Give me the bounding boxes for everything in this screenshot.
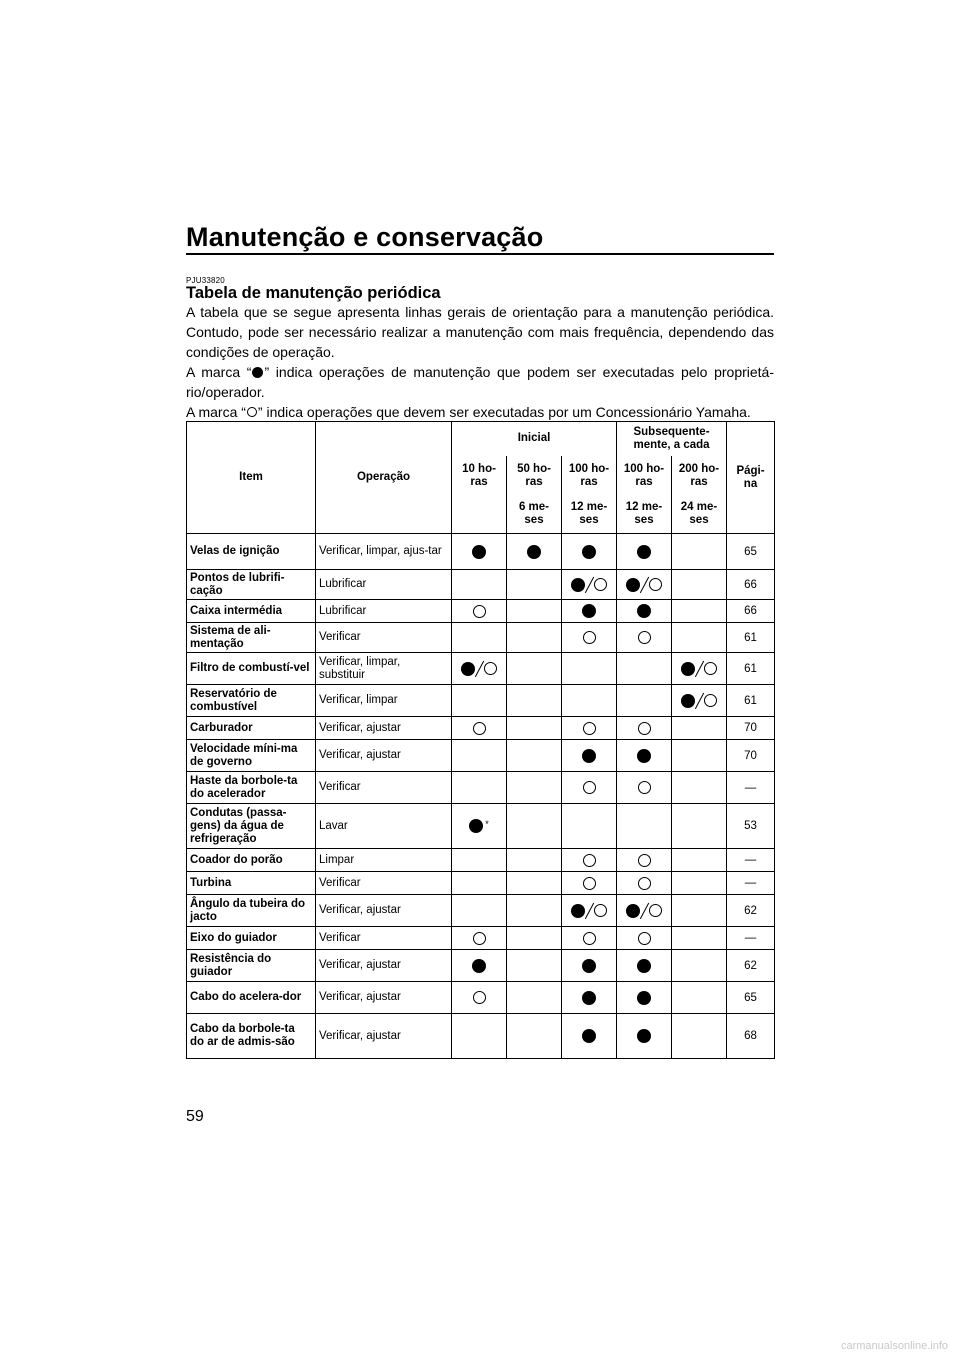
header-200h: 200 ho-ras [672,456,727,496]
interval-cell [562,982,617,1014]
interval-cell [452,982,507,1014]
interval-cell [672,849,727,872]
interval-cell [452,685,507,717]
row-item: Velocidade míni-ma de governo [187,740,316,772]
interval-cell [507,849,562,872]
interval-cell [617,1014,672,1059]
filled-dot-icon [681,694,695,708]
open-circle-icon [484,662,497,675]
interval-cell [672,570,727,600]
open-circle-icon [638,722,651,735]
filled-dot-icon [571,904,585,918]
header-100h-initial: 100 ho-ras [562,456,617,496]
row-item: Filtro de combustí-vel [187,653,316,685]
open-circle-icon [473,932,486,945]
row-operation: Verificar [316,623,452,653]
row-operation: Verificar, ajustar [316,740,452,772]
slash-icon [585,576,594,592]
interval-cell [672,534,727,570]
header-12-months-subsequent: 12 me-ses [617,496,672,534]
interval-cell [507,600,562,623]
interval-cell [672,772,727,804]
open-circle-icon [473,722,486,735]
row-operation: Verificar [316,927,452,950]
interval-cell [507,717,562,740]
filled-dot-icon [582,991,596,1005]
row-item: Turbina [187,872,316,895]
filled-dot-icon [472,959,486,973]
header-subsequent: Subsequente-mente, a cada [617,422,727,456]
interval-cell [672,927,727,950]
interval-cell [452,1014,507,1059]
intro-3-before: A marca “ [186,404,246,420]
table-row [187,772,775,804]
row-operation: Verificar, ajustar [316,895,452,927]
table-row [187,849,775,872]
interval-cell [672,872,727,895]
slash-icon [585,902,594,918]
interval-cell [562,570,617,600]
filled-dot-icon [472,545,486,559]
open-circle-icon [583,854,596,867]
filled-dot-icon [637,749,651,763]
asterisk-icon: * [485,819,489,829]
interval-cell [562,740,617,772]
filled-dot-icon [637,959,651,973]
interval-cell [672,600,727,623]
row-page: 61 [727,685,775,717]
row-operation: Lubrificar [316,600,452,623]
interval-cell [507,927,562,950]
title-rule [186,253,774,255]
intro-2-before: A marca “ [186,364,252,380]
filled-dot-icon [637,991,651,1005]
row-page: 62 [727,950,775,982]
row-page: 65 [727,534,775,570]
row-item: Reservatório de combustível [187,685,316,717]
table-row [187,982,775,1014]
open-circle-icon [638,631,651,644]
interval-cell [452,534,507,570]
interval-cell [452,849,507,872]
slash-icon [475,660,484,676]
section-title: Tabela de manutenção periódica [186,284,441,302]
watermark: carmanualsonline.info [840,1340,948,1352]
intro-text [186,302,774,422]
interval-cell [452,950,507,982]
interval-cell [507,872,562,895]
header-50h: 50 ho-ras [507,456,562,496]
interval-cell [562,772,617,804]
table-row [187,534,775,570]
header-item: Item [187,422,316,534]
interval-cell [562,623,617,653]
intro-paragraph-3 [186,402,774,422]
interval-cell [672,740,727,772]
interval-cell [452,895,507,927]
page-number: 59 [186,1108,204,1125]
interval-cell [672,653,727,685]
open-circle-icon [473,605,486,618]
page-title: Manutenção e conservação [186,222,544,252]
open-circle-icon [638,877,651,890]
table-row [187,570,775,600]
interval-cell [452,927,507,950]
table-row [187,950,775,982]
interval-cell [617,950,672,982]
table-row [187,872,775,895]
interval-cell [672,717,727,740]
interval-cell [562,950,617,982]
filled-dot-icon [637,545,651,559]
row-page: 70 [727,740,775,772]
interval-cell [562,1014,617,1059]
interval-cell [617,685,672,717]
interval-cell [617,623,672,653]
filled-dot-icon [527,545,541,559]
row-operation: Verificar [316,872,452,895]
open-circle-icon [649,578,662,591]
filled-dot-icon [469,819,483,833]
table-row [187,1014,775,1059]
row-page: 68 [727,1014,775,1059]
table-row [187,804,775,849]
interval-cell [617,849,672,872]
filled-dot-icon [681,662,695,676]
header-6-months: 6 me-ses [507,496,562,534]
interval-cell [617,804,672,849]
row-operation: Verificar, limpar, substituir [316,653,452,685]
doc-code: PJU33820 [186,276,225,285]
row-page: 70 [727,717,775,740]
row-page: — [727,849,775,872]
row-operation: Verificar, ajustar [316,950,452,982]
open-circle-icon [704,694,717,707]
row-item: Coador do porão [187,849,316,872]
interval-cell [452,740,507,772]
row-item: Condutas (passa-gens) da água de refrigeração [187,804,316,849]
row-item: Pontos de lubrifi-cação [187,570,316,600]
interval-cell [507,534,562,570]
header-initial: Inicial [452,422,617,456]
maintenance-table-body [187,534,775,1059]
interval-cell [617,772,672,804]
interval-cell [562,653,617,685]
table-row [187,653,775,685]
filled-dot-icon [582,1029,596,1043]
interval-cell [562,717,617,740]
interval-cell [617,740,672,772]
row-operation: Lavar [316,804,452,849]
intro-paragraph-1: A tabela que se segue apresenta linhas gerais de orientação para a manutenção periódica. Contudo, pode ser necessário realizar a manutenção com mais frequência, dependendo das condições de operação. [186,304,774,360]
interval-cell [672,685,727,717]
row-item: Sistema de ali-mentação [187,623,316,653]
open-circle-icon [594,904,607,917]
open-circle-icon [638,854,651,867]
maintenance-table [186,421,775,1059]
row-item: Haste da borbole-ta do acelerador [187,772,316,804]
interval-cell [617,717,672,740]
open-circle-icon [594,578,607,591]
row-page: — [727,872,775,895]
row-item: Ângulo da tubeira do jacto [187,895,316,927]
header-100h-subsequent: 100 ho-ras [617,456,672,496]
row-item: Resistência do guiador [187,950,316,982]
interval-cell [672,895,727,927]
open-circle-icon [583,781,596,794]
interval-cell [507,653,562,685]
open-circle-icon [638,781,651,794]
interval-cell [507,740,562,772]
interval-cell [617,570,672,600]
row-item: Carburador [187,717,316,740]
row-operation: Verificar, ajustar [316,717,452,740]
interval-cell [562,872,617,895]
open-circle-icon [583,722,596,735]
table-row [187,927,775,950]
interval-cell [452,600,507,623]
interval-cell [562,685,617,717]
slash-icon [695,660,704,676]
row-operation: Verificar, ajustar [316,982,452,1014]
interval-cell [562,927,617,950]
open-circle-icon [583,877,596,890]
interval-cell [452,804,507,849]
interval-cell [672,623,727,653]
row-item: Cabo da borbole-ta do ar de admis-são [187,1014,316,1059]
row-page: 66 [727,570,775,600]
row-item: Velas de ignição [187,534,316,570]
interval-cell [507,1014,562,1059]
row-operation: Verificar, limpar, ajus-tar [316,534,452,570]
table-row [187,895,775,927]
row-page: 53 [727,804,775,849]
interval-cell [617,534,672,570]
filled-dot-icon [582,604,596,618]
row-page: — [727,772,775,804]
header-10h-months-empty [452,496,507,534]
filled-dot-icon [582,749,596,763]
row-page: 61 [727,623,775,653]
table-row [187,623,775,653]
row-operation: Lubrificar [316,570,452,600]
open-circle-icon [583,932,596,945]
interval-cell [562,895,617,927]
filled-dot-icon [582,545,596,559]
row-page: 62 [727,895,775,927]
interval-cell [617,653,672,685]
open-circle-icon [638,932,651,945]
table-row [187,600,775,623]
interval-cell [507,982,562,1014]
row-page: — [727,927,775,950]
row-operation: Verificar, ajustar [316,1014,452,1059]
interval-cell [562,534,617,570]
filled-dot-icon [582,959,596,973]
row-item: Cabo do acelera-dor [187,982,316,1014]
interval-cell [617,982,672,1014]
table-row [187,740,775,772]
interval-cell [452,653,507,685]
open-circle-icon [649,904,662,917]
header-12-months-initial: 12 me-ses [562,496,617,534]
row-operation: Verificar [316,772,452,804]
interval-cell [452,717,507,740]
filled-dot-icon [571,578,585,592]
interval-cell [452,570,507,600]
interval-cell [507,623,562,653]
open-circle-icon [704,662,717,675]
interval-cell [452,872,507,895]
interval-cell [452,623,507,653]
filled-dot-icon [461,662,475,676]
open-circle-icon [247,407,257,417]
row-page: 66 [727,600,775,623]
interval-cell [562,849,617,872]
slash-icon [640,902,649,918]
filled-dot-icon [626,578,640,592]
intro-paragraph-2 [186,362,774,402]
interval-cell [672,804,727,849]
interval-cell [672,1014,727,1059]
interval-cell [507,895,562,927]
header-10h: 10 ho-ras [452,456,507,496]
filled-dot-icon [252,367,263,378]
header-operation: Operação [316,422,452,534]
row-page: 65 [727,982,775,1014]
slash-icon [695,692,704,708]
interval-cell [617,600,672,623]
header-24-months: 24 me-ses [672,496,727,534]
open-circle-icon [473,991,486,1004]
filled-dot-icon [637,604,651,618]
table-row [187,685,775,717]
interval-cell [507,685,562,717]
interval-cell [452,772,507,804]
row-operation: Limpar [316,849,452,872]
row-item: Eixo do guiador [187,927,316,950]
intro-2-after: ” indica operações de manutenção que podem ser executadas pelo proprietá-rio/operador. [186,364,775,400]
interval-cell [507,950,562,982]
interval-cell [562,804,617,849]
slash-icon [640,576,649,592]
row-operation: Verificar, limpar [316,685,452,717]
table-row [187,717,775,740]
interval-cell [507,570,562,600]
interval-cell [562,600,617,623]
open-circle-icon [583,631,596,644]
interval-cell [672,982,727,1014]
interval-cell [672,950,727,982]
row-item: Caixa intermédia [187,600,316,623]
interval-cell [617,927,672,950]
interval-cell [507,772,562,804]
intro-3-after: ” indica operações que devem ser executadas por um Concessionário Yamaha. [257,404,751,420]
filled-dot-icon [626,904,640,918]
interval-cell [617,872,672,895]
filled-dot-icon [637,1029,651,1043]
interval-cell [617,895,672,927]
header-page: Pági-na [727,422,775,534]
row-page: 61 [727,653,775,685]
interval-cell [507,804,562,849]
